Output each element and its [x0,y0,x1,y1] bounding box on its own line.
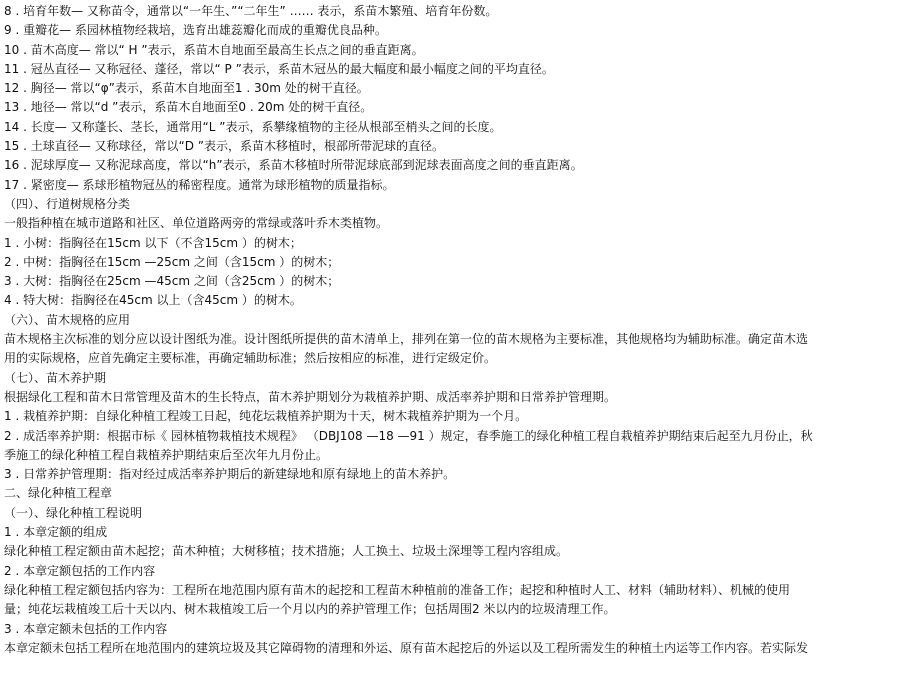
section-heading: （七）、苗木养护期 [4,370,107,385]
chapter-heading: 二、绿化种植工程章 [4,486,113,501]
text-line: 1 . 栽植养护期：自绿化种植工程竣工日起，纯花坛栽植养护期为十天，树木栽植养护期为一个月。 [4,409,528,424]
section-heading: （四）、行道树规格分类 [4,196,131,211]
text-line: 绿化种植工程定额由苗木起挖；苗木种植；大树移植；技术措施；人工换土、垃圾土深埋等工程内容组成。 [4,544,569,559]
document-body [4,2,896,658]
text-line: 2 . 成活率养护期：根据市标《 园林植物栽植技术规程》 （DBJ108 —18 —91 ）规定，春季施工的绿化种植工程自栽植养护期结束后起至九月份止，秋 [4,428,813,443]
text-line: 4 . 特大树：指胸径在45cm 以上（含45cm ）的树木。 [4,293,302,308]
text-line: 2 . 中树：指胸径在15cm —25cm 之间（含15cm ）的树木； [4,254,340,269]
text-line: 1 . 小树：指胸径在15cm 以下（不含15cm ）的树木； [4,235,302,250]
text-line: 17 . 紧密度— 系球形植物冠丛的稀密程度。通常为球形植物的质量指标。 [4,177,395,192]
text-line: 用的实际规格，应首先确定主要标准，再确定辅助标准；然后按相应的标准，进行定级定价。 [4,351,497,366]
section-heading: （六）、苗木规格的应用 [4,312,131,327]
text-line: 11 . 冠丛直径— 又称冠径、蓬径，常以“ P ”表示，系苗木冠丛的最大幅度和最小幅度之间的平均直径。 [4,61,554,76]
text-line: 绿化种植工程定额包括内容为：工程所在地范围内原有苗木的起挖和工程苗木种植前的准备工作；起挖和种植时人工、材料（辅助材料）、机械的使用 [4,582,791,597]
text-line: 本章定额未包括工程所在地范围内的建筑垃圾及其它障碍物的清理和外运、原有苗木起挖后的外运以及工程所需发生的种植土内运等工作内容。若实际发 [4,640,809,655]
text-line: 3 . 日常养护管理期：指对经过成活率养护期后的新建绿地和原有绿地上的苗木养护。 [4,467,456,482]
text-line: 13 . 地径— 常以“d ”表示，系苗木自地面至0 . 20m 处的树干直径。 [4,100,373,115]
text-line: 16 . 泥球厚度— 又称泥球高度，常以“h”表示，系苗木移植时所带泥球底部到泥球表面高度之间的垂直距离。 [4,158,583,173]
text-line: 8 . 培育年数— 又称苗令，通常以“一年生、”“二年生” …… 表示，系苗木繁殖、培育年份数。 [4,4,498,18]
text-line: 12 . 胸径— 常以“φ”表示，系苗木自地面至1 . 30m 处的树干直径。 [4,81,369,96]
text-line: 季施工的绿化种植工程自栽植养护期结束后至次年九月份止。 [4,447,329,462]
subsection-heading: 1 . 本章定额的组成 [4,525,108,540]
subsection-heading: 2 . 本章定额包括的工作内容 [4,563,156,578]
text-line: 14 . 长度— 又称蓬长、茎长，通常用“L ”表示，系攀缘植物的主径从根部至梢头之间的长度。 [4,119,502,134]
text-line: 根据绿化工程和苗木日常管理及苗木的生长特点，苗木养护期划分为栽植养护期、成活率养护期和日常养护管理期。 [4,389,617,404]
text-line: 15 . 土球直径— 又称球径，常以“D ”表示，系苗木移植时，根部所带泥球的直径。 [4,139,445,154]
section-heading: （一）、绿化种植工程说明 [4,505,143,520]
text-line: 量；纯花坛栽植竣工后十天以内、树木栽植竣工后一个月以内的养护管理工作；包括周围2 米以内的垃圾清理工作。 [4,602,616,617]
text-line: 苗木规格主次标准的划分应以设计图纸为准。设计图纸所提供的苗木清单上，排列在第一位的苗木规格为主要标准，其他规格均为辅助标准。确定苗木选 [4,332,809,347]
text-line: 3 . 大树：指胸径在25cm —45cm 之间（含25cm ）的树木； [4,274,340,289]
text-line: 9 . 重瓣花— 系园林植物经栽培，选育出雄蕊瓣化而成的重瓣优良品种。 [4,23,387,38]
text-line: 一般指种植在城市道路和社区、单位道路两旁的常绿或落叶乔木类植物。 [4,216,389,231]
subsection-heading: 3 . 本章定额未包括的工作内容 [4,621,168,636]
text-line: 10 . 苗木高度— 常以“ H ”表示，系苗木自地面至最高生长点之间的垂直距离。 [4,42,424,57]
